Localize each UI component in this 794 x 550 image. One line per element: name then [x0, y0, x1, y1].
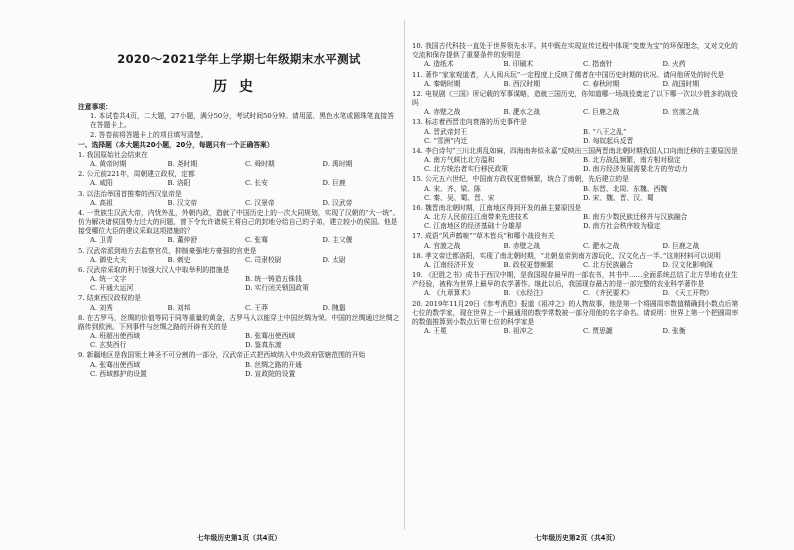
left-body: [78, 103, 400, 379]
answer-option: B. 董仲舒: [167, 236, 198, 245]
answer-option: D. 巨鹿之战: [662, 241, 700, 250]
question: [412, 252, 742, 270]
answer-option: D. 宋、魏、晋、汉、蜀: [583, 193, 654, 202]
answer-option: A. 赤壁之战: [424, 108, 461, 117]
right-body: [412, 41, 742, 336]
question: [78, 209, 400, 246]
answer-option: D. 主父偃: [322, 236, 353, 245]
answer-option: D. 汉武帝: [322, 198, 353, 207]
option-group: [78, 179, 400, 188]
question: [412, 147, 742, 175]
answer-option: D. 禹时期: [322, 160, 353, 169]
question-stem: 18. 孝文帝迁都洛阳，实现了南北朝时期，“北朝皇帝到南方游玩化，汉文化占一半。”这则材料可以说明: [412, 251, 721, 260]
notes-title: 注意事项：: [78, 103, 112, 111]
answer-option: B. 洛阳: [167, 179, 191, 188]
question: [78, 294, 400, 312]
option-group: [412, 261, 742, 270]
exam-title: 2020～2021学年上学期七年级期末水平测试: [117, 52, 361, 66]
answer-option: B. 汉文帝: [167, 198, 198, 207]
subject-heading: 历史: [213, 79, 265, 95]
answer-option: A. 统一文字: [90, 275, 127, 284]
answer-option: D. 实行闭关锁国政策: [245, 284, 309, 293]
answer-option: D. 巨鹿: [322, 179, 346, 188]
answer-option: B. 尧时期: [167, 160, 198, 169]
question-stem: 9. 新疆地区是我国领土神圣不可分割的一部分，汉武帝正式把西域纳入中央政府管辖范围的开始: [78, 351, 366, 360]
answer-option: B. 政权更替频繁: [503, 260, 554, 269]
option-group: [412, 327, 742, 336]
answer-option: D. 火药: [662, 60, 686, 69]
option-group: [412, 156, 742, 174]
answer-option: B. 淝水之战: [503, 108, 541, 117]
question-stem: 2. 公元前221年，周朝建立政权，定都: [78, 170, 195, 179]
answer-option: A. 《九章算术》: [424, 289, 475, 298]
answer-option: A. 北方人民前往江南带来先进技术: [424, 213, 529, 222]
answer-option: B. 赤壁之战: [503, 241, 541, 250]
question: [412, 90, 742, 118]
answer-option: C. 张骞: [245, 236, 268, 245]
answer-option: B. 刘邦: [167, 303, 191, 312]
answer-option: C. 舜时期: [245, 160, 275, 169]
question: [412, 271, 742, 299]
answer-option: A. 造纸术: [424, 60, 454, 69]
answer-option: C. 《齐民要术》: [583, 289, 634, 298]
answer-option: B. 印刷术: [503, 60, 534, 69]
answer-option: D. 南方社会秩序较为稳定: [583, 222, 661, 231]
answer-option: D. 太尉: [322, 255, 346, 264]
question-list: [412, 42, 742, 336]
option-group: [412, 242, 742, 251]
answer-option: D. 张衡: [662, 327, 686, 336]
question-stem: 17. 成语“风声鹤唳”“草木皆兵”和哪个战役有关: [412, 232, 555, 241]
answer-option: D. 官渡之战: [662, 108, 700, 117]
answer-option: B. 祖冲之: [503, 327, 534, 336]
note-item: 1. 本试卷共4页，二大题，27小题，满分50分，考试时间50分钟。请用蓝、黑色水笔或圆珠笔直接答在答题卡上。: [90, 112, 394, 130]
note-item: 2. 答卷前将答题卡上的项目填写清楚。: [90, 130, 208, 139]
answer-option: C. 司隶校尉: [245, 255, 282, 264]
question: [78, 266, 400, 294]
answer-option: B. 东晋、北周、东魏、西魏: [583, 184, 668, 193]
answer-option: B. 刺史: [167, 255, 191, 264]
answer-option: B. 《水经注》: [503, 289, 547, 298]
answer-option: C. 淝水之战: [583, 241, 620, 250]
question: [412, 232, 742, 250]
question-stem: 7. 结束西汉政权的是: [78, 294, 142, 303]
option-group: [78, 332, 400, 350]
answer-option: B. 南方少数民族迁移并与汉族融合: [583, 213, 688, 222]
page-divider: [404, 20, 405, 530]
option-group: [78, 160, 400, 169]
answer-option: D. 《天工开物》: [662, 289, 713, 298]
answer-option: D. 宣政院的设置: [245, 369, 296, 378]
answer-option: A. 江南经济开发: [424, 260, 475, 269]
option-group: [78, 256, 400, 265]
question-stem: 1. 我国原始社会结束在: [78, 150, 148, 159]
answer-option: A. 卫青: [90, 236, 113, 245]
answer-option: D. 汉文化影响深: [662, 260, 713, 269]
question: [412, 118, 742, 146]
answer-option: C. 春秋时期: [583, 79, 620, 88]
answer-option: C. 秦、吴、蜀、晋、宋: [424, 193, 495, 202]
question-stem: 11. 著作“家家观道者，人人阅兵玩”一定程度上反映了儒者在中国历史时期的状况。请问他所处的时代是: [412, 70, 725, 79]
answer-option: D. 鉴真东渡: [245, 341, 282, 350]
question: [412, 300, 742, 337]
question-stem: 13. 标志着西晋走向衰落的历史事件是: [412, 118, 527, 127]
answer-option: A. 官渡之战: [424, 241, 461, 250]
answer-option: C. 王莽: [245, 303, 268, 312]
question: [412, 42, 742, 70]
question-stem: 6. 汉武帝采取的利于加强大汉人中取举利的措施是: [78, 265, 230, 274]
answer-option: B. 张骞出使西域: [245, 332, 296, 341]
answer-option: A. 秦朝时期: [424, 79, 461, 88]
question: [78, 247, 400, 265]
answer-option: A. 宋、齐、梁、陈: [424, 184, 481, 193]
option-group: [78, 275, 400, 293]
question-stem: 15. 公元五六世纪，中国南方政权更替频繁，统合了南朝，先后建立的是: [412, 175, 629, 184]
answer-option: C. 西域都护的设置: [90, 369, 147, 378]
answer-option: D. 匈奴起兵反晋: [583, 136, 634, 145]
answer-option: A. 刘秀: [90, 303, 113, 312]
answer-option: C. 江南地区的经济基础十分雄厚: [424, 222, 522, 231]
question: [412, 175, 742, 203]
option-group: [412, 185, 742, 203]
page-left: [78, 0, 400, 550]
page-right: [412, 0, 742, 550]
question-stem: 4. 一贵族生汉武大帝，内忧外乱，外朝内政，造就了中国历史上的一次大同规划，实现了汉朝的“大一统”。仿为解决诸侯国势力过大的问题，曾下令允许诸侯王将自己的封地分给自己的子弟，建立较小的侯国。他是接受哪位大臣的建议采取这项措施的？: [78, 208, 400, 236]
answer-option: A. 晋武帝封王: [424, 127, 468, 136]
question: [78, 314, 400, 351]
question: [412, 71, 742, 89]
answer-option: C. 长安: [245, 179, 268, 188]
answer-option: A. 南方气候比北方温和: [424, 156, 495, 165]
question: [78, 351, 400, 379]
option-group: [78, 236, 400, 245]
section-heading: 一、选择题（本大题共20小题，20分，每题只有一个正确答案）: [78, 140, 274, 149]
question-stem: 12. 电视剧《三国》所记载的军事谋略，造就三国历史，你知道哪一场战役奠定了以下哪一次以少胜多的战役吗: [412, 89, 738, 108]
answer-option: A. 咸阳: [90, 179, 113, 188]
answer-option: C. “雪洲”内迁: [424, 136, 468, 145]
answer-option: C. 北方统治者实行移民政策: [424, 165, 509, 174]
question: [78, 151, 400, 169]
answer-option: C. 北方民族融合: [583, 260, 634, 269]
answer-option: A. 张骞出使西域: [90, 360, 141, 369]
question-stem: 10. 我国古代科技一直处于世界领先水平。其中既在实现宣传过程中体现“变废为宝”的环保理念，又对文化的交流和保存提供了重要条件的发明是: [412, 42, 738, 60]
question-stem: 5. 汉武帝派到地方去监察官员，抑制豪强地方豪强的官吏是: [78, 246, 257, 255]
option-group: [78, 199, 400, 208]
answer-option: A. 黄帝时期: [90, 160, 127, 169]
answer-option: D. 战国时期: [662, 79, 700, 88]
option-group: [412, 108, 742, 117]
answer-option: C. 巨鹿之战: [583, 108, 620, 117]
question-stem: 19. 《汜胜之书》成书于西汉中期，是我国现存最早的一部农书，其书中……全面系统总结了北方旱地农业生产经验，被称为世界上最早的农学著作。继此以后，我国现存最古的是一部完整的农业科学著作是: [412, 271, 738, 289]
option-group: [412, 128, 742, 146]
answer-option: B. 西汉时期: [503, 79, 541, 88]
answer-option: D. 隗嚣: [322, 303, 346, 312]
question-stem: 14. 李白诗句“三川北虏乱如麻，四海南奔似永嘉”反映出三国两晋南北朝时期我国人口向南迁移的主要原因是: [412, 146, 738, 155]
question: [78, 190, 400, 208]
answer-option: D. 南方经济发展需要北方的劳动力: [583, 165, 688, 174]
option-group: [412, 213, 742, 231]
option-group: [412, 80, 742, 89]
answer-option: B. 丝绸之路的开通: [245, 360, 302, 369]
answer-option: C. 开通大运河: [90, 284, 134, 293]
answer-option: B. 北方战乱频繁，南方相对稳定: [583, 156, 681, 165]
page-footer: 七年级历史第2页（共4页）: [534, 534, 620, 542]
answer-option: A. 王冕: [424, 327, 447, 336]
option-group: [78, 361, 400, 379]
question-stem: 16. 魏晋南北朝时期，江南地区得到开发的最主要原因是: [412, 203, 582, 212]
question-list: [78, 151, 400, 379]
answer-option: B. “八王之乱”: [583, 127, 627, 136]
answer-option: A. 班超出使西域: [90, 332, 141, 341]
answer-option: B. 统一铸造五铢钱: [245, 275, 302, 284]
answer-option: C. 玄奘西行: [90, 341, 127, 350]
answer-option: C. 汉景帝: [245, 198, 275, 207]
page-footer: 七年级历史第1页（共4页）: [196, 534, 282, 542]
option-group: [412, 289, 742, 298]
question: [412, 204, 742, 232]
question-stem: 20. 2019年11月29日《参考消息》报道《祖冲之》的人物故事，他是第一个将圆周率数值精确到小数点后第七位的数学家，现在世界上一个最通用的数学常数被一部分用他的名字命名。请说明：世界上第一个把圆周率的数值推算到小数点后第七位的科学家是: [412, 299, 739, 326]
question: [78, 170, 400, 188]
question-stem: 8. 在古罗马，丝绸的价值等同于同等重量的黄金，古罗马人以能穿上中国丝绸为荣。中国的丝绸通过丝绸之路传到欧洲。下列事件与丝绸之路的开辟有关的是: [78, 313, 400, 331]
answer-option: A. 高祖: [90, 198, 113, 207]
answer-option: C. 贾思勰: [583, 327, 613, 336]
answer-option: C. 指南针: [583, 60, 613, 69]
option-group: [412, 60, 742, 69]
option-group: [78, 304, 400, 313]
answer-option: A. 御史大夫: [90, 255, 127, 264]
question-stem: 3. 以法治举国首推秦的西汉皇帝是: [78, 189, 182, 198]
